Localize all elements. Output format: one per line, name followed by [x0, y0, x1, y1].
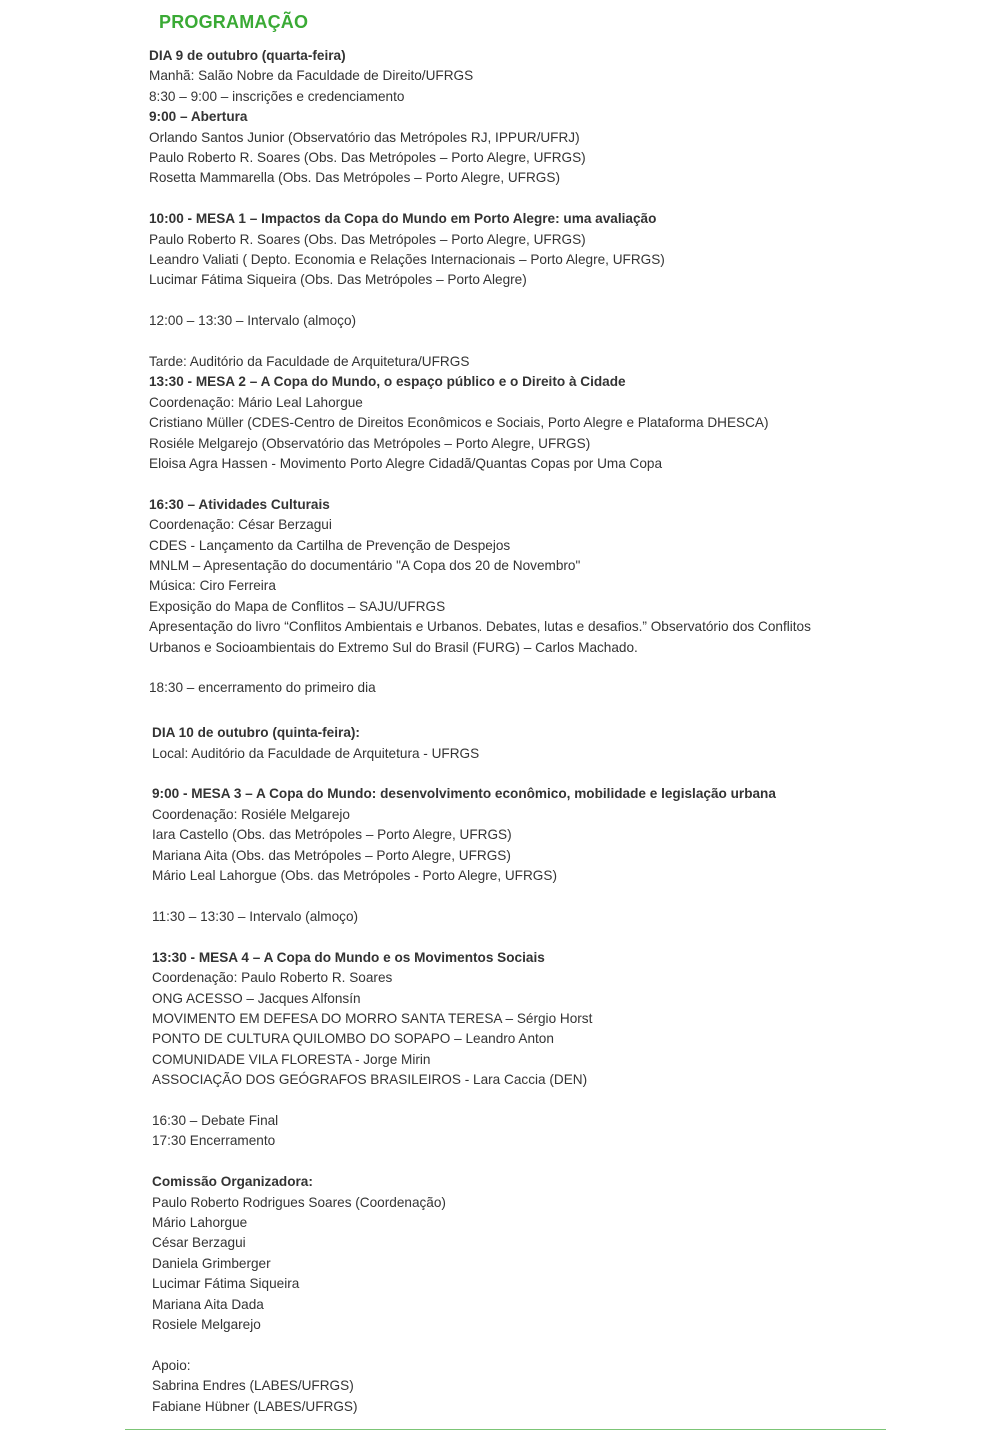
cultural-line: Apresentação do livro “Conflitos Ambientais e Urbanos. Debates, lutas e desafios.” Observatório dos Conflitos [149, 619, 811, 634]
mesa1-speaker: Lucimar Fátima Siqueira (Obs. Das Metrópoles – Porto Alegre) [149, 272, 527, 287]
day2-heading: DIA 10 de outubro (quinta-feira): [152, 725, 360, 740]
mesa3-line: Iara Castello (Obs. das Metrópoles – Porto Alegre, UFRGS) [152, 827, 512, 842]
page-title: PROGRAMAÇÃO [159, 12, 309, 32]
mesa4-line: MOVIMENTO EM DEFESA DO MORRO SANTA TERESA – Sérgio Horst [152, 1011, 593, 1026]
day1-heading: DIA 9 de outubro (quarta-feira) [149, 48, 346, 63]
cultural-line: CDES - Lançamento da Cartilha de Prevenção de Despejos [149, 538, 511, 553]
mesa3-title: 9:00 - MESA 3 – A Copa do Mundo: desenvolvimento econômico, mobilidade e legislação urbana [152, 786, 776, 801]
cultural-line: MNLM – Apresentação do documentário "A Copa dos 20 de Novembro" [149, 558, 581, 573]
committee-member: Daniela Grimberger [152, 1256, 271, 1271]
mesa3-line: Coordenação: Rosiéle Melgarejo [152, 807, 350, 822]
support-title: Apoio: [152, 1358, 191, 1373]
mesa3-line: Mário Leal Lahorgue (Obs. das Metrópoles - Porto Alegre, UFRGS) [152, 868, 557, 883]
footer-divider [125, 1429, 886, 1430]
day1-morning-location: Manhã: Salão Nobre da Faculdade de Direito/UFRGS [149, 68, 474, 83]
opening-title: 9:00 – Abertura [149, 109, 248, 124]
day2-debate: 16:30 – Debate Final [152, 1113, 279, 1128]
day1-lunch: 12:00 – 13:30 – Intervalo (almoço) [149, 313, 357, 328]
mesa4-line: ASSOCIAÇÃO DOS GEÓGRAFOS BRASILEIROS - Lara Caccia (DEN) [152, 1072, 588, 1087]
mesa2-line: Rosiéle Melgarejo (Observatório das Metrópoles – Porto Alegre, UFRGS) [149, 436, 591, 451]
opening-speaker: Rosetta Mammarella (Obs. Das Metrópoles – Porto Alegre, UFRGS) [149, 170, 560, 185]
mesa2-title: 13:30 - MESA 2 – A Copa do Mundo, o espaço público e o Direito à Cidade [149, 374, 626, 389]
mesa4-line: PONTO DE CULTURA QUILOMBO DO SOPAPO – Leandro Anton [152, 1031, 554, 1046]
cultural-title: 16:30 – Atividades Culturais [149, 497, 330, 512]
committee-member: Paulo Roberto Rodrigues Soares (Coordenação) [152, 1195, 446, 1210]
mesa4-line: Coordenação: Paulo Roberto R. Soares [152, 970, 393, 985]
cultural-line: Música: Ciro Ferreira [149, 578, 276, 593]
day1-afternoon-location: Tarde: Auditório da Faculdade de Arquitetura/UFRGS [149, 354, 470, 369]
mesa1-title: 10:00 - MESA 1 – Impactos da Copa do Mundo em Porto Alegre: uma avaliação [149, 211, 657, 226]
mesa2-line: Cristiano Müller (CDES-Centro de Direitos Econômicos e Sociais, Porto Alegre e Plataforma DHESCA) [149, 415, 769, 430]
cultural-line: Urbanos e Socioambientais do Extremo Sul do Brasil (FURG) – Carlos Machado. [149, 640, 638, 655]
day1-closing: 18:30 – encerramento do primeiro dia [149, 680, 376, 695]
support-member: Sabrina Endres (LABES/UFRGS) [152, 1378, 354, 1393]
committee-member: Mário Lahorgue [152, 1215, 248, 1230]
opening-speaker: Orlando Santos Junior (Observatório das Metrópoles RJ, IPPUR/UFRJ) [149, 130, 580, 145]
day2-closing: 17:30 Encerramento [152, 1133, 276, 1148]
mesa1-speaker: Paulo Roberto R. Soares (Obs. Das Metrópoles – Porto Alegre, UFRGS) [149, 232, 586, 247]
day1-registration: 8:30 – 9:00 – inscrições e credenciamento [149, 89, 405, 104]
mesa2-line: Coordenação: Mário Leal Lahorgue [149, 395, 363, 410]
committee-member: Lucimar Fátima Siqueira [152, 1276, 300, 1291]
mesa3-line: Mariana Aita (Obs. das Metrópoles – Porto Alegre, UFRGS) [152, 848, 511, 863]
committee-member: César Berzagui [152, 1235, 246, 1250]
committee-member: Mariana Aita Dada [152, 1297, 264, 1312]
support-member: Fabiane Hübner (LABES/UFRGS) [152, 1399, 358, 1414]
day2-lunch: 11:30 – 13:30 – Intervalo (almoço) [152, 909, 359, 924]
opening-speaker: Paulo Roberto R. Soares (Obs. Das Metrópoles – Porto Alegre, UFRGS) [149, 150, 586, 165]
mesa4-line: COMUNIDADE VILA FLORESTA - Jorge Mirin [152, 1052, 431, 1067]
mesa1-speaker: Leandro Valiati ( Depto. Economia e Relações Internacionais – Porto Alegre, UFRGS) [149, 252, 665, 267]
committee-member: Rosiele Melgarejo [152, 1317, 261, 1332]
mesa4-line: ONG ACESSO – Jacques Alfonsín [152, 991, 361, 1006]
cultural-line: Coordenação: César Berzagui [149, 517, 332, 532]
mesa4-title: 13:30 - MESA 4 – A Copa do Mundo e os Movimentos Sociais [152, 950, 545, 965]
day2-location: Local: Auditório da Faculdade de Arquitetura - UFRGS [152, 746, 480, 761]
mesa2-line: Eloisa Agra Hassen - Movimento Porto Alegre Cidadã/Quantas Copas por Uma Copa [149, 456, 663, 471]
cultural-line: Exposição do Mapa de Conflitos – SAJU/UFRGS [149, 599, 446, 614]
committee-title: Comissão Organizadora: [152, 1174, 313, 1189]
